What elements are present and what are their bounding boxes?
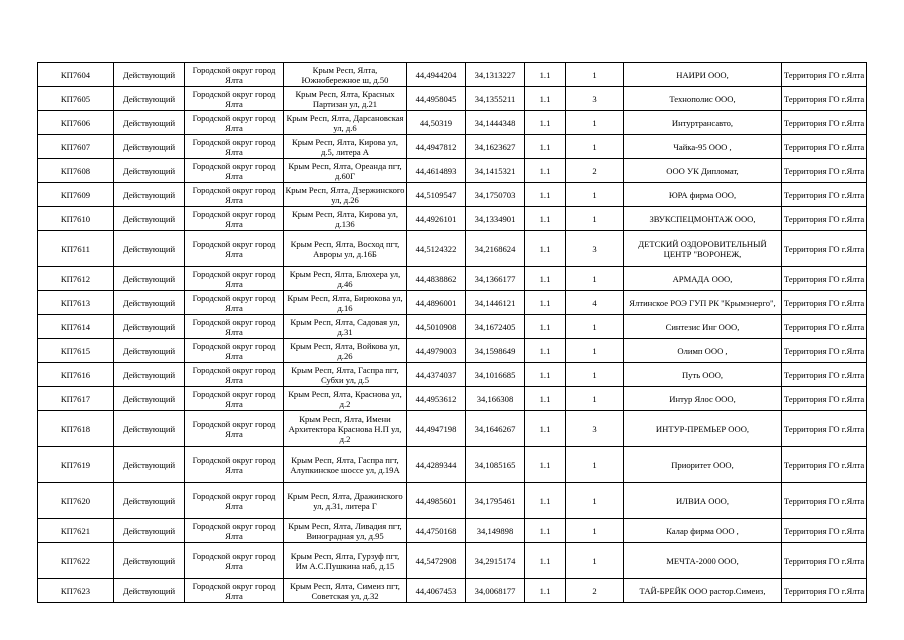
district-cell: Городской округ город Ялта bbox=[185, 579, 284, 603]
code-cell: КП7620 bbox=[38, 483, 114, 519]
status-cell: Действующий bbox=[114, 207, 185, 231]
organization-cell: Синтезис Инг ООО, bbox=[624, 315, 782, 339]
address-cell: Крым Респ, Ялта, Ливадия пгт, Виноградная ул, д.95 bbox=[284, 519, 407, 543]
latitude-cell: 44,4067453 bbox=[407, 579, 466, 603]
container-count-cell: 1 bbox=[566, 111, 624, 135]
territory-cell: Территория ГО г.Ялта bbox=[782, 411, 867, 447]
status-cell: Действующий bbox=[114, 579, 185, 603]
organization-cell: МЕЧТА-2000 ООО, bbox=[624, 543, 782, 579]
container-count-cell: 1 bbox=[566, 483, 624, 519]
code-cell: КП7613 bbox=[38, 291, 114, 315]
organization-cell: ДЕТСКИЙ ОЗДОРОВИТЕЛЬНЫЙ ЦЕНТР "ВОРОНЕЖ, bbox=[624, 231, 782, 267]
organization-cell: ТАЙ-БРЕЙК ООО растор.Симеиз, bbox=[624, 579, 782, 603]
longitude-cell: 34,1355211 bbox=[466, 87, 525, 111]
district-cell: Городской округ город Ялта bbox=[185, 519, 284, 543]
table-row bbox=[38, 339, 867, 363]
territory-cell: Территория ГО г.Ялта bbox=[782, 183, 867, 207]
status-cell: Действующий bbox=[114, 267, 185, 291]
latitude-cell: 44,4947198 bbox=[407, 411, 466, 447]
code-cell: КП7621 bbox=[38, 519, 114, 543]
status-cell: Действующий bbox=[114, 447, 185, 483]
district-cell: Городской округ город Ялта bbox=[185, 543, 284, 579]
latitude-cell: 44,4750168 bbox=[407, 519, 466, 543]
district-cell: Городской округ город Ялта bbox=[185, 207, 284, 231]
latitude-cell: 44,5109547 bbox=[407, 183, 466, 207]
volume-cell: 1.1 bbox=[525, 411, 566, 447]
organization-cell: Чайка-95 ООО , bbox=[624, 135, 782, 159]
longitude-cell: 34,1444348 bbox=[466, 111, 525, 135]
address-cell: Крым Респ, Ялта, Краснова ул, д.2 bbox=[284, 387, 407, 411]
container-count-cell: 1 bbox=[566, 183, 624, 207]
district-cell: Городской округ город Ялта bbox=[185, 315, 284, 339]
district-cell: Городской округ город Ялта bbox=[185, 111, 284, 135]
latitude-cell: 44,5124322 bbox=[407, 231, 466, 267]
longitude-cell: 34,166308 bbox=[466, 387, 525, 411]
table-body bbox=[38, 63, 867, 603]
table-row bbox=[38, 63, 867, 87]
status-cell: Действующий bbox=[114, 231, 185, 267]
container-count-cell: 1 bbox=[566, 63, 624, 87]
table-row bbox=[38, 183, 867, 207]
code-cell: КП7615 bbox=[38, 339, 114, 363]
address-cell: Крым Респ, Ялта, Гаспра пгт, Алупкинское шоссе ул, д.19А bbox=[284, 447, 407, 483]
volume-cell: 1.1 bbox=[525, 135, 566, 159]
container-count-cell: 3 bbox=[566, 87, 624, 111]
code-cell: КП7610 bbox=[38, 207, 114, 231]
address-cell: Крым Респ, Ялта, Блюхера ул, д.46 bbox=[284, 267, 407, 291]
table-row bbox=[38, 447, 867, 483]
organization-cell: Приоритет ООО, bbox=[624, 447, 782, 483]
territory-cell: Территория ГО г.Ялта bbox=[782, 159, 867, 183]
table-row bbox=[38, 87, 867, 111]
table-row bbox=[38, 543, 867, 579]
volume-cell: 1.1 bbox=[525, 231, 566, 267]
longitude-cell: 34,1446121 bbox=[466, 291, 525, 315]
code-cell: КП7604 bbox=[38, 63, 114, 87]
longitude-cell: 34,1623627 bbox=[466, 135, 525, 159]
organization-cell: НАИРИ ООО, bbox=[624, 63, 782, 87]
table-row bbox=[38, 135, 867, 159]
container-count-cell: 1 bbox=[566, 339, 624, 363]
territory-cell: Территория ГО г.Ялта bbox=[782, 63, 867, 87]
code-cell: КП7606 bbox=[38, 111, 114, 135]
table-row bbox=[38, 519, 867, 543]
district-cell: Городской округ город Ялта bbox=[185, 231, 284, 267]
latitude-cell: 44,4289344 bbox=[407, 447, 466, 483]
container-count-cell: 3 bbox=[566, 231, 624, 267]
container-count-cell: 1 bbox=[566, 315, 624, 339]
district-cell: Городской округ город Ялта bbox=[185, 135, 284, 159]
status-cell: Действующий bbox=[114, 387, 185, 411]
organization-cell: АРМАДА ООО, bbox=[624, 267, 782, 291]
territory-cell: Территория ГО г.Ялта bbox=[782, 363, 867, 387]
status-cell: Действующий bbox=[114, 87, 185, 111]
district-cell: Городской округ город Ялта bbox=[185, 339, 284, 363]
code-cell: КП7612 bbox=[38, 267, 114, 291]
address-cell: Крым Респ, Ялта, Садовая ул, д.31 bbox=[284, 315, 407, 339]
table-row bbox=[38, 159, 867, 183]
table-row bbox=[38, 387, 867, 411]
latitude-cell: 44,4985601 bbox=[407, 483, 466, 519]
status-cell: Действующий bbox=[114, 363, 185, 387]
district-cell: Городской округ город Ялта bbox=[185, 267, 284, 291]
district-cell: Городской округ город Ялта bbox=[185, 363, 284, 387]
longitude-cell: 34,1795461 bbox=[466, 483, 525, 519]
territory-cell: Территория ГО г.Ялта bbox=[782, 579, 867, 603]
address-cell: Крым Респ, Ялта, Кирова ул, д.136 bbox=[284, 207, 407, 231]
container-count-cell: 1 bbox=[566, 519, 624, 543]
volume-cell: 1.1 bbox=[525, 543, 566, 579]
territory-cell: Территория ГО г.Ялта bbox=[782, 231, 867, 267]
status-cell: Действующий bbox=[114, 411, 185, 447]
latitude-cell: 44,5010908 bbox=[407, 315, 466, 339]
table-row bbox=[38, 483, 867, 519]
container-count-cell: 1 bbox=[566, 387, 624, 411]
status-cell: Действующий bbox=[114, 159, 185, 183]
address-cell: Крым Респ, Ялта, Гаспра пгт, Субхи ул, д.5 bbox=[284, 363, 407, 387]
organization-cell: ЮРА фирма ООО, bbox=[624, 183, 782, 207]
organization-cell: Путь ООО, bbox=[624, 363, 782, 387]
table-row bbox=[38, 111, 867, 135]
status-cell: Действующий bbox=[114, 111, 185, 135]
table-row bbox=[38, 207, 867, 231]
registry-table bbox=[37, 62, 867, 603]
status-cell: Действующий bbox=[114, 543, 185, 579]
latitude-cell: 44,4979003 bbox=[407, 339, 466, 363]
container-count-cell: 1 bbox=[566, 135, 624, 159]
address-cell: Крым Респ, Ялта, Красных Партизан ул, д.21 bbox=[284, 87, 407, 111]
organization-cell: ООО УК Дипломат, bbox=[624, 159, 782, 183]
district-cell: Городской округ город Ялта bbox=[185, 411, 284, 447]
latitude-cell: 44,4838862 bbox=[407, 267, 466, 291]
territory-cell: Территория ГО г.Ялта bbox=[782, 483, 867, 519]
code-cell: КП7608 bbox=[38, 159, 114, 183]
longitude-cell: 34,0068177 bbox=[466, 579, 525, 603]
table-row bbox=[38, 411, 867, 447]
latitude-cell: 44,4896001 bbox=[407, 291, 466, 315]
territory-cell: Территория ГО г.Ялта bbox=[782, 447, 867, 483]
container-count-cell: 2 bbox=[566, 159, 624, 183]
territory-cell: Территория ГО г.Ялта bbox=[782, 267, 867, 291]
district-cell: Городской округ город Ялта bbox=[185, 87, 284, 111]
volume-cell: 1.1 bbox=[525, 291, 566, 315]
volume-cell: 1.1 bbox=[525, 579, 566, 603]
code-cell: КП7618 bbox=[38, 411, 114, 447]
container-count-cell: 4 bbox=[566, 291, 624, 315]
volume-cell: 1.1 bbox=[525, 339, 566, 363]
latitude-cell: 44,4374037 bbox=[407, 363, 466, 387]
latitude-cell: 44,4958045 bbox=[407, 87, 466, 111]
container-count-cell: 1 bbox=[566, 267, 624, 291]
longitude-cell: 34,1598649 bbox=[466, 339, 525, 363]
table-row bbox=[38, 267, 867, 291]
organization-cell: Технополис ООО, bbox=[624, 87, 782, 111]
territory-cell: Территория ГО г.Ялта bbox=[782, 207, 867, 231]
address-cell: Крым Респ, Ялта, Дзержинского ул, д.26 bbox=[284, 183, 407, 207]
longitude-cell: 34,1672405 bbox=[466, 315, 525, 339]
container-count-cell: 1 bbox=[566, 207, 624, 231]
container-count-cell: 1 bbox=[566, 543, 624, 579]
longitude-cell: 34,149898 bbox=[466, 519, 525, 543]
volume-cell: 1.1 bbox=[525, 63, 566, 87]
volume-cell: 1.1 bbox=[525, 87, 566, 111]
longitude-cell: 34,1334901 bbox=[466, 207, 525, 231]
organization-cell: Олимп ООО , bbox=[624, 339, 782, 363]
latitude-cell: 44,4926101 bbox=[407, 207, 466, 231]
code-cell: КП7614 bbox=[38, 315, 114, 339]
table-row bbox=[38, 291, 867, 315]
organization-cell: Интур Ялос ООО, bbox=[624, 387, 782, 411]
latitude-cell: 44,4944204 bbox=[407, 63, 466, 87]
territory-cell: Территория ГО г.Ялта bbox=[782, 387, 867, 411]
volume-cell: 1.1 bbox=[525, 315, 566, 339]
status-cell: Действующий bbox=[114, 339, 185, 363]
status-cell: Действующий bbox=[114, 483, 185, 519]
volume-cell: 1.1 bbox=[525, 483, 566, 519]
address-cell: Крым Респ, Ялта, Симеиз пгт, Советская ул, д.32 bbox=[284, 579, 407, 603]
district-cell: Городской округ город Ялта bbox=[185, 63, 284, 87]
container-count-cell: 1 bbox=[566, 363, 624, 387]
district-cell: Городской округ город Ялта bbox=[185, 483, 284, 519]
latitude-cell: 44,4947812 bbox=[407, 135, 466, 159]
territory-cell: Территория ГО г.Ялта bbox=[782, 543, 867, 579]
latitude-cell: 44,4953612 bbox=[407, 387, 466, 411]
organization-cell: ЗВУКСПЕЦМОНТАЖ ООО, bbox=[624, 207, 782, 231]
container-count-cell: 1 bbox=[566, 447, 624, 483]
code-cell: КП7616 bbox=[38, 363, 114, 387]
territory-cell: Территория ГО г.Ялта bbox=[782, 339, 867, 363]
code-cell: КП7609 bbox=[38, 183, 114, 207]
code-cell: КП7611 bbox=[38, 231, 114, 267]
status-cell: Действующий bbox=[114, 135, 185, 159]
table-row bbox=[38, 315, 867, 339]
longitude-cell: 34,2168624 bbox=[466, 231, 525, 267]
address-cell: Крым Респ, Ялта, Гурзуф пгт, Им А.С.Пушкина наб, д.15 bbox=[284, 543, 407, 579]
longitude-cell: 34,1646267 bbox=[466, 411, 525, 447]
address-cell: Крым Респ, Ялта, Дражинского ул, д.31, литера Г bbox=[284, 483, 407, 519]
table-row bbox=[38, 231, 867, 267]
longitude-cell: 34,1016685 bbox=[466, 363, 525, 387]
longitude-cell: 34,1313227 bbox=[466, 63, 525, 87]
territory-cell: Территория ГО г.Ялта bbox=[782, 519, 867, 543]
longitude-cell: 34,1366177 bbox=[466, 267, 525, 291]
address-cell: Крым Респ, Ялта, Южнобережное ш, д.50 bbox=[284, 63, 407, 87]
district-cell: Городской округ город Ялта bbox=[185, 183, 284, 207]
territory-cell: Территория ГО г.Ялта bbox=[782, 315, 867, 339]
address-cell: Крым Респ, Ялта, Кирова ул, д.5, литера А bbox=[284, 135, 407, 159]
table-row bbox=[38, 363, 867, 387]
longitude-cell: 34,2915174 bbox=[466, 543, 525, 579]
district-cell: Городской округ город Ялта bbox=[185, 447, 284, 483]
status-cell: Действующий bbox=[114, 519, 185, 543]
volume-cell: 1.1 bbox=[525, 267, 566, 291]
territory-cell: Территория ГО г.Ялта bbox=[782, 111, 867, 135]
address-cell: Крым Респ, Ялта, Бирюкова ул, д.16 bbox=[284, 291, 407, 315]
organization-cell: Интуртрансавто, bbox=[624, 111, 782, 135]
volume-cell: 1.1 bbox=[525, 387, 566, 411]
organization-cell: ИНТУР-ПРЕМЬЕР ООО, bbox=[624, 411, 782, 447]
code-cell: КП7617 bbox=[38, 387, 114, 411]
longitude-cell: 34,1085165 bbox=[466, 447, 525, 483]
volume-cell: 1.1 bbox=[525, 159, 566, 183]
address-cell: Крым Респ, Ялта, Восход пгт, Авроры ул, д.16Б bbox=[284, 231, 407, 267]
code-cell: КП7607 bbox=[38, 135, 114, 159]
organization-cell: Калар фирма ООО , bbox=[624, 519, 782, 543]
latitude-cell: 44,50319 bbox=[407, 111, 466, 135]
address-cell: Крым Респ, Ялта, Ореанда пгт, д.60Г bbox=[284, 159, 407, 183]
territory-cell: Территория ГО г.Ялта bbox=[782, 291, 867, 315]
volume-cell: 1.1 bbox=[525, 207, 566, 231]
organization-cell: ИЛВИА ООО, bbox=[624, 483, 782, 519]
container-count-cell: 3 bbox=[566, 411, 624, 447]
code-cell: КП7622 bbox=[38, 543, 114, 579]
longitude-cell: 34,1750703 bbox=[466, 183, 525, 207]
status-cell: Действующий bbox=[114, 183, 185, 207]
district-cell: Городской округ город Ялта bbox=[185, 387, 284, 411]
volume-cell: 1.1 bbox=[525, 519, 566, 543]
latitude-cell: 44,4614893 bbox=[407, 159, 466, 183]
status-cell: Действующий bbox=[114, 291, 185, 315]
code-cell: КП7623 bbox=[38, 579, 114, 603]
territory-cell: Территория ГО г.Ялта bbox=[782, 135, 867, 159]
table-row bbox=[38, 579, 867, 603]
volume-cell: 1.1 bbox=[525, 111, 566, 135]
volume-cell: 1.1 bbox=[525, 447, 566, 483]
code-cell: КП7619 bbox=[38, 447, 114, 483]
volume-cell: 1.1 bbox=[525, 183, 566, 207]
code-cell: КП7605 bbox=[38, 87, 114, 111]
container-count-cell: 2 bbox=[566, 579, 624, 603]
address-cell: Крым Респ, Ялта, Дарсановская ул, д.6 bbox=[284, 111, 407, 135]
address-cell: Крым Респ, Ялта, Имени Архитектора Краснова Н.П ул, д.2 bbox=[284, 411, 407, 447]
district-cell: Городской округ город Ялта bbox=[185, 159, 284, 183]
district-cell: Городской округ город Ялта bbox=[185, 291, 284, 315]
longitude-cell: 34,1415321 bbox=[466, 159, 525, 183]
status-cell: Действующий bbox=[114, 63, 185, 87]
organization-cell: Ялтинское РОЭ ГУП РК "Крымэнерго", bbox=[624, 291, 782, 315]
volume-cell: 1.1 bbox=[525, 363, 566, 387]
address-cell: Крым Респ, Ялта, Войкова ул, д.26 bbox=[284, 339, 407, 363]
territory-cell: Территория ГО г.Ялта bbox=[782, 87, 867, 111]
status-cell: Действующий bbox=[114, 315, 185, 339]
latitude-cell: 44,5472908 bbox=[407, 543, 466, 579]
